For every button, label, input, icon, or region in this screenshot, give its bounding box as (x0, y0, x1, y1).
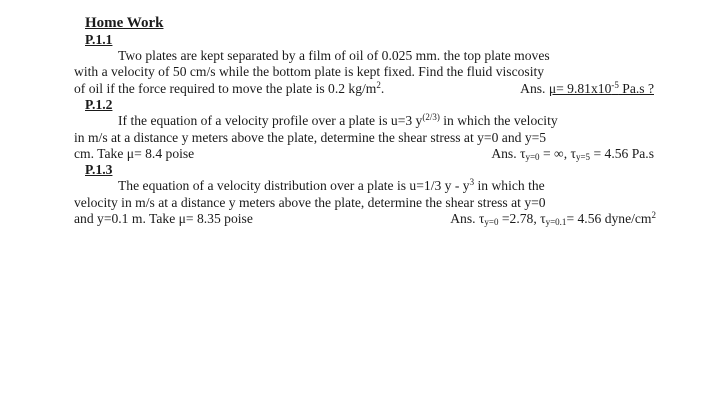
problem-1-line-2: with a velocity of 50 cm/s while the bottom plate is kept fixed. Find the fluid viscosity (74, 64, 545, 80)
problem-1-line-3 (74, 81, 660, 97)
problem-number-3: P.1.3 (85, 162, 113, 178)
homework-page (74, 14, 660, 228)
problem-3-line-2: velocity in m/s at a distance y meters above the plate, determine the shear stress at y=0 (74, 194, 546, 210)
problem-2-line-2: in m/s at a distance y meters above the plate, determine the shear stress at y=0 and y=5 (74, 129, 547, 145)
problem-3-line-3 (74, 211, 660, 227)
problem-2-text-end: cm. Take μ= 8.4 poise (74, 146, 195, 162)
problem-1-answer: Ans. $\mu= 9.81x10^{-5}$ Pa.s ? (520, 79, 654, 96)
problem-2-line-3 (74, 146, 660, 162)
problem-number-1: P.1.1 (85, 32, 113, 47)
problem-3-answer: Ans. $\tau_{y=0} =2.78$, $\tau_{y=0.1}= 4.56$ dyne/$cm^2$ (450, 210, 656, 228)
problem-number-2: P.1.2 (85, 97, 113, 113)
problem-2-answer: Ans. $\tau_{y=0}$ = ∞, $\tau_{y=5} = 4.56$ Pa.s (491, 146, 654, 163)
page-title: Home Work (85, 15, 164, 31)
problem-3-text-end: and y=0.1 m. Take μ= 8.35 poise (74, 211, 253, 227)
problem-2-line-1: If the equation of a velocity profile over a plate is u=3 $y^{(2/3)}$ in which the velocity (118, 112, 558, 129)
problem-3-line-1: The equation of a velocity distribution over a plate is u=1/3 y - $y^3$ in which the (118, 177, 545, 194)
problem-1-line-1: Two plates are kept separated by a film of oil of 0.025 mm. the top plate moves (118, 48, 550, 63)
problem-1-text-end: of oil if the force required to move the plate is 0.2 $kg/m^2$. (74, 79, 385, 96)
